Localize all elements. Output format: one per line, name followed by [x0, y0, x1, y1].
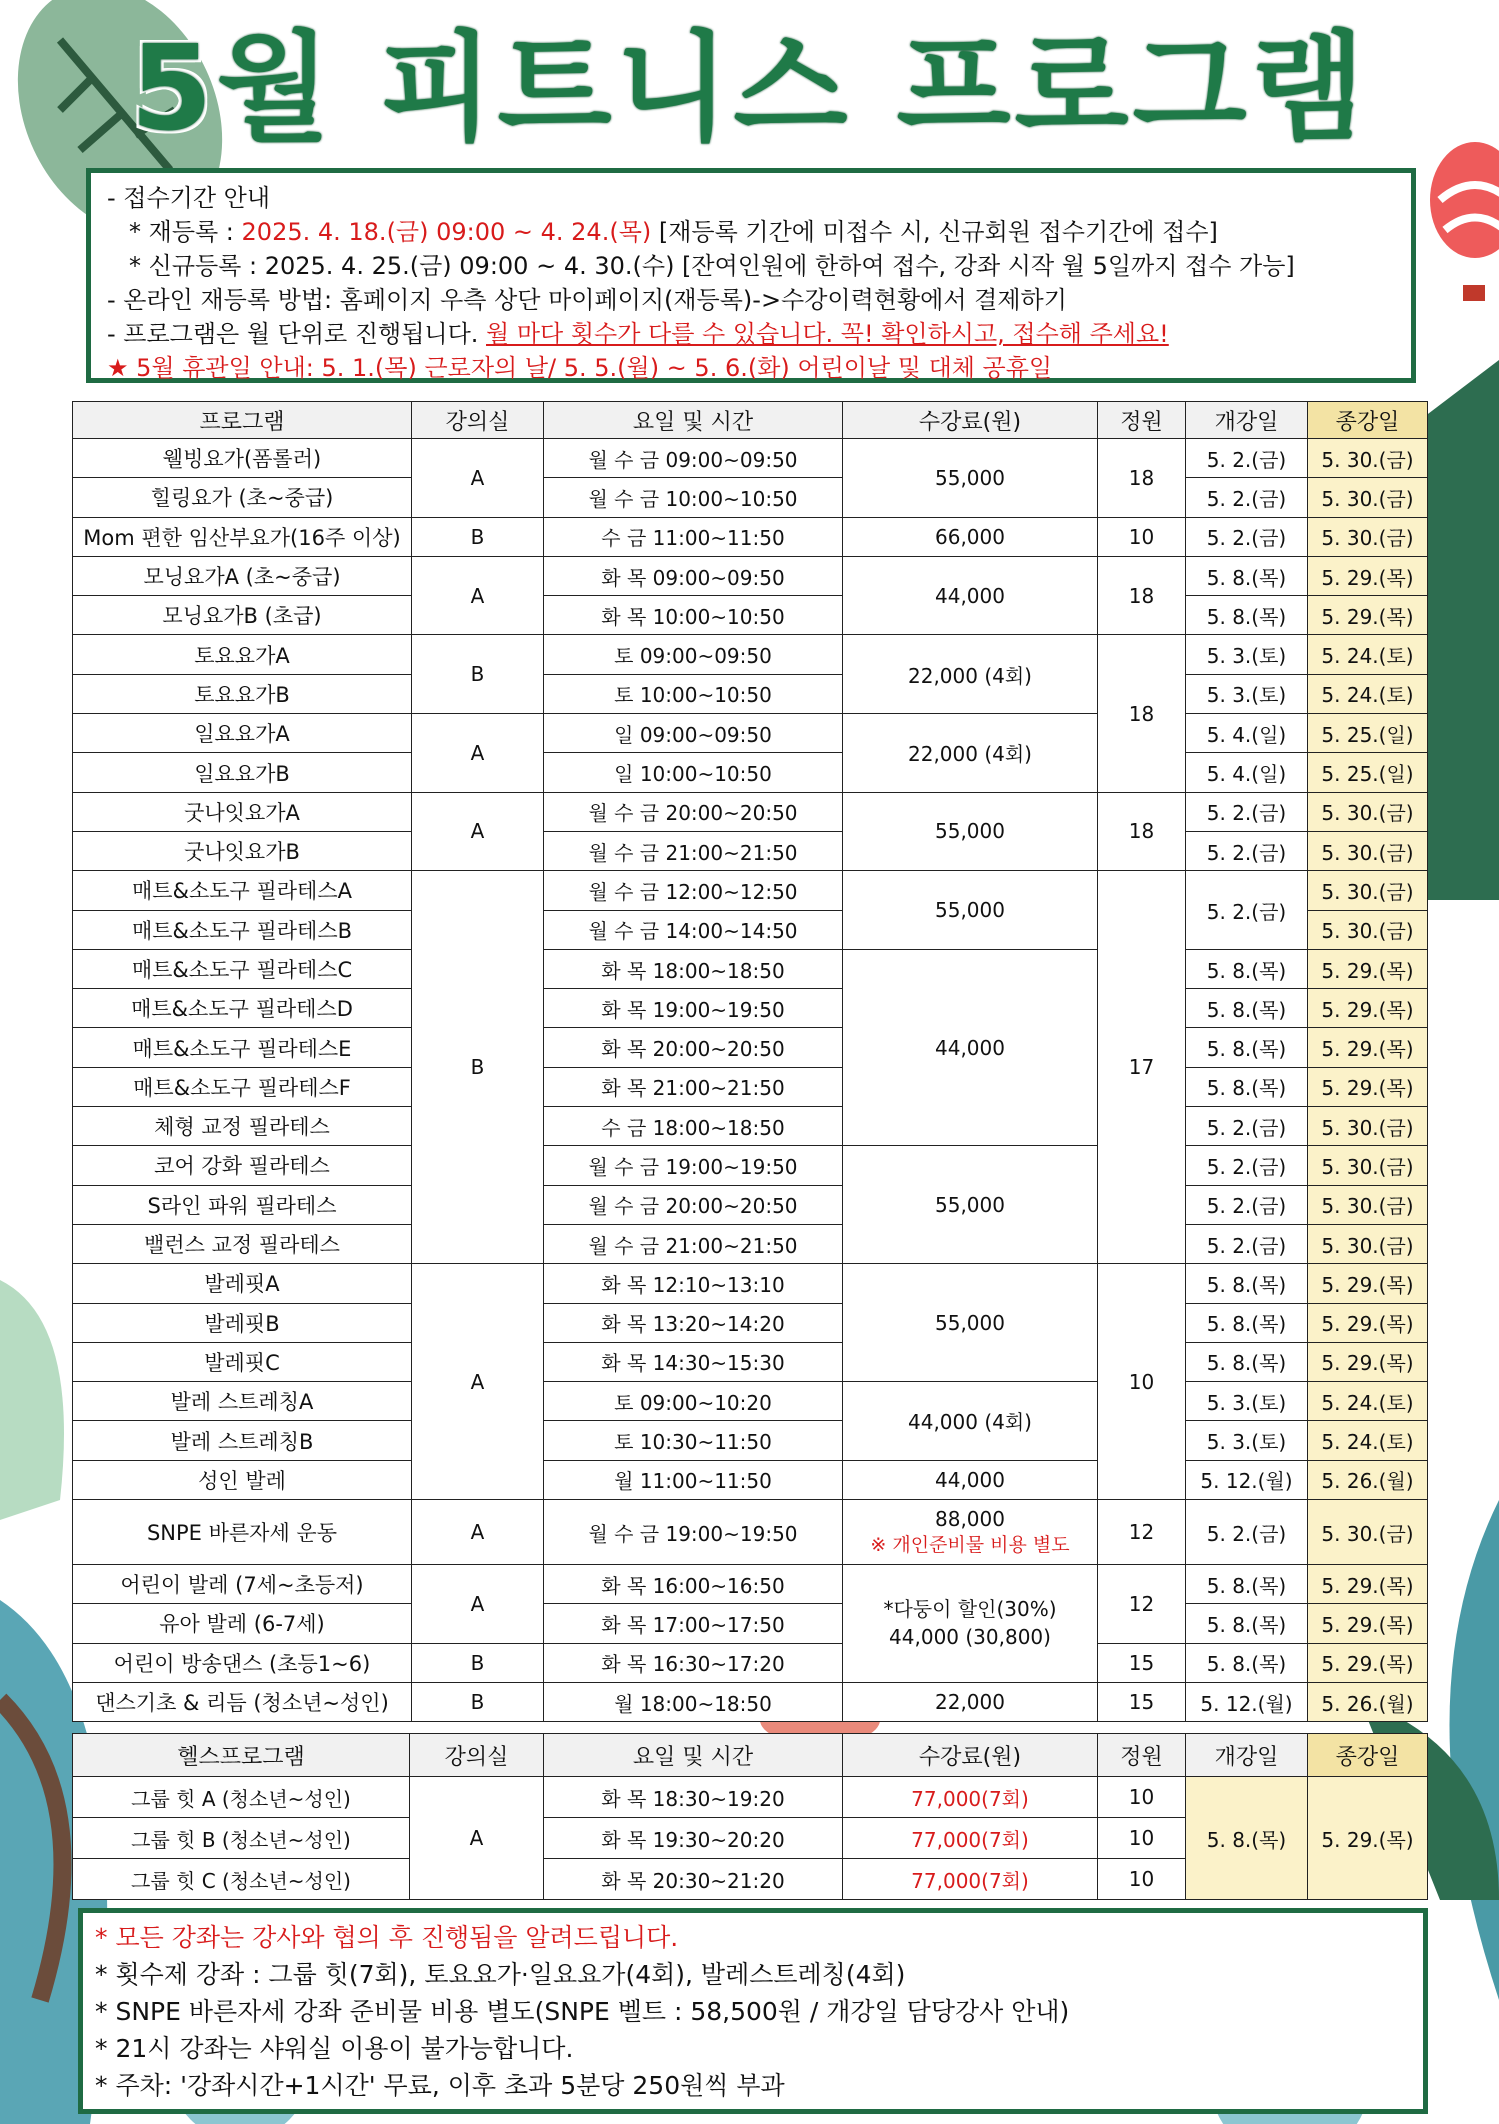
- open-date: 5. 2.(금): [1186, 871, 1308, 950]
- capacity: 18: [1098, 635, 1186, 792]
- time: 월 수 금 19:00~19:50: [544, 1500, 843, 1565]
- capacity: 10: [1098, 1777, 1186, 1818]
- page-title: 5월 피트니스 프로그램: [130, 19, 1369, 157]
- time: 화 목 19:00~19:50: [544, 989, 843, 1028]
- table-row: [73, 1460, 1428, 1499]
- close-date: 5. 30.(금): [1308, 517, 1428, 556]
- capacity: 10: [1098, 1818, 1186, 1859]
- table-row: [73, 1264, 1428, 1303]
- program-name: 일요요가B: [73, 753, 412, 792]
- program-name: 유아 발레 (6-7세): [73, 1604, 412, 1643]
- table-row: [73, 635, 1428, 674]
- time: 월 수 금 10:00~10:50: [544, 478, 843, 517]
- close-date: 5. 29.(목): [1308, 1067, 1428, 1106]
- close-date: 5. 30.(금): [1308, 1185, 1428, 1224]
- table-header-row: [73, 1734, 1428, 1777]
- time: 화 목 21:00~21:50: [544, 1067, 843, 1106]
- table-row: [73, 1146, 1428, 1185]
- table-row: [73, 714, 1428, 753]
- footer-note: * 주차: '강좌시간+1시간' 무료, 이후 초과 5분당 250원씩 부과: [95, 2071, 785, 2100]
- fee: 22,000 (4회): [843, 714, 1098, 793]
- program-name: 어린이 발레 (7세~초등저): [73, 1565, 412, 1604]
- time: 화 목 18:30~19:20: [544, 1777, 843, 1818]
- capacity: 15: [1098, 1682, 1186, 1721]
- table-row: [73, 1682, 1428, 1721]
- close-date: 5. 29.(목): [1308, 949, 1428, 988]
- room: B: [412, 1643, 544, 1682]
- registration-notice: [86, 168, 1416, 383]
- open-date: 5. 2.(금): [1186, 439, 1308, 478]
- capacity: 18: [1098, 792, 1186, 871]
- room: A: [412, 1500, 544, 1565]
- program-name: 밸런스 교정 필라테스: [73, 1224, 412, 1263]
- time: 월 수 금 09:00~09:50: [544, 439, 843, 478]
- close-date: 5. 25.(일): [1308, 714, 1428, 753]
- open-date: 5. 3.(토): [1186, 674, 1308, 713]
- open-date: 5. 3.(토): [1186, 1421, 1308, 1460]
- col-header-room: 강의실: [412, 402, 544, 439]
- col-header-open: 개강일: [1186, 402, 1308, 439]
- open-date: 5. 8.(목): [1186, 949, 1308, 988]
- monthly-line: - 프로그램은 월 단위로 진행됩니다. 월 마다 횟수가 다를 수 있습니다. 꼭! 확인하시고, 접수해 주세요!: [107, 320, 1169, 348]
- time: 화 목 17:00~17:50: [544, 1604, 843, 1643]
- fee: 44,000: [843, 556, 1098, 635]
- capacity: 18: [1098, 439, 1186, 518]
- col-header-close: 종강일: [1308, 1734, 1428, 1777]
- program-name: 매트&소도구 필라테스E: [73, 1028, 412, 1067]
- time: 화 목 14:30~15:30: [544, 1342, 843, 1381]
- program-name: 체형 교정 필라테스: [73, 1107, 412, 1146]
- open-date: 5. 4.(일): [1186, 714, 1308, 753]
- capacity: 18: [1098, 556, 1186, 635]
- fee: 66,000: [843, 517, 1098, 556]
- program-name: Mom 편한 임산부요가(16주 이상): [73, 517, 412, 556]
- close-date: 5. 25.(일): [1308, 753, 1428, 792]
- table-row: [73, 674, 1428, 713]
- col-header-open: 개강일: [1186, 1734, 1308, 1777]
- room: A: [412, 1264, 544, 1500]
- table-row: [73, 1342, 1428, 1381]
- program-name: S라인 파워 필라테스: [73, 1185, 412, 1224]
- open-date: 5. 8.(목): [1186, 1264, 1308, 1303]
- time: 화 목 12:10~13:10: [544, 1264, 843, 1303]
- open-date: 5. 12.(월): [1186, 1460, 1308, 1499]
- table-row: [73, 478, 1428, 517]
- footer-note: * SNPE 바른자세 강좌 준비물 비용 별도(SNPE 벨트 : 58,500원 / 개강일 담당강사 안내): [95, 1997, 1070, 2026]
- time: 월 수 금 21:00~21:50: [544, 1224, 843, 1263]
- room: B: [412, 635, 544, 714]
- table-row: [73, 439, 1428, 478]
- program-name: 매트&소도구 필라테스D: [73, 989, 412, 1028]
- close-date: 5. 30.(금): [1308, 439, 1428, 478]
- col-header-close: 종강일: [1308, 402, 1428, 439]
- open-date: 5. 8.(목): [1186, 1643, 1308, 1682]
- col-header-fee: 수강료(원): [843, 402, 1098, 439]
- table-row: [73, 1185, 1428, 1224]
- table-row: [73, 596, 1428, 635]
- close-date: 5. 29.(목): [1308, 1643, 1428, 1682]
- program-name: 굿나잇요가B: [73, 831, 412, 870]
- fee: [843, 1500, 1098, 1565]
- program-name: 매트&소도구 필라테스C: [73, 949, 412, 988]
- close-date: 5. 24.(토): [1308, 1421, 1428, 1460]
- time: 화 목 13:20~14:20: [544, 1303, 843, 1342]
- time: 월 18:00~18:50: [544, 1682, 843, 1721]
- col-header-program: 헬스프로그램: [73, 1734, 410, 1777]
- open-date: 5. 8.(목): [1186, 556, 1308, 595]
- fee: 55,000: [843, 1146, 1098, 1264]
- time: 일 09:00~09:50: [544, 714, 843, 753]
- program-name: 발레핏B: [73, 1303, 412, 1342]
- fee-note: ※ 개인준비물 비용 별도: [870, 1534, 1070, 1557]
- table-row: [73, 871, 1428, 910]
- program-name: 어린이 방송댄스 (초등1~6): [73, 1643, 412, 1682]
- time: 토 09:00~10:20: [544, 1382, 843, 1421]
- time: 월 수 금 14:00~14:50: [544, 910, 843, 949]
- table-row: [73, 1224, 1428, 1263]
- time: 월 수 금 19:00~19:50: [544, 1146, 843, 1185]
- fee: [843, 1565, 1098, 1683]
- table-row: [73, 1067, 1428, 1106]
- room: A: [410, 1777, 544, 1900]
- table-row: [73, 949, 1428, 988]
- col-header-capacity: 정원: [1098, 1734, 1186, 1777]
- table-row: [73, 1421, 1428, 1460]
- time: 토 10:00~10:50: [544, 674, 843, 713]
- close-date: 5. 24.(토): [1308, 674, 1428, 713]
- room: A: [412, 792, 544, 871]
- footer-note: * 모든 강좌는 강사와 협의 후 진행됨을 알려드립니다.: [95, 1923, 679, 1952]
- table-row: [73, 792, 1428, 831]
- program-name: 매트&소도구 필라테스F: [73, 1067, 412, 1106]
- program-name: 성인 발레: [73, 1460, 412, 1499]
- program-name: 굿나잇요가A: [73, 792, 412, 831]
- table-row: [73, 1382, 1428, 1421]
- col-header-time: 요일 및 시간: [544, 402, 843, 439]
- open-date: 5. 8.(목): [1186, 1604, 1308, 1643]
- room: B: [412, 1682, 544, 1721]
- close-date: 5. 29.(목): [1308, 1604, 1428, 1643]
- program-name: 발레핏A: [73, 1264, 412, 1303]
- table-row: [73, 1565, 1428, 1604]
- program-name: 코어 강화 필라테스: [73, 1146, 412, 1185]
- table-row: [73, 1500, 1428, 1565]
- close-date: 5. 30.(금): [1308, 831, 1428, 870]
- open-date: 5. 2.(금): [1186, 517, 1308, 556]
- room: A: [412, 1565, 544, 1644]
- program-name: 그룹 힛 A (청소년~성인): [73, 1777, 410, 1818]
- open-date: 5. 2.(금): [1186, 1146, 1308, 1185]
- fee: 55,000: [843, 1264, 1098, 1382]
- program-name: 웰빙요가(폼롤러): [73, 439, 412, 478]
- open-date: 5. 8.(목): [1186, 1067, 1308, 1106]
- capacity: 10: [1098, 1859, 1186, 1900]
- fee: 77,000(7회): [843, 1777, 1098, 1818]
- close-date: 5. 29.(목): [1308, 1264, 1428, 1303]
- open-date: 5. 4.(일): [1186, 753, 1308, 792]
- time: 화 목 19:30~20:20: [544, 1818, 843, 1859]
- fee: 22,000 (4회): [843, 635, 1098, 714]
- time: 월 수 금 12:00~12:50: [544, 871, 843, 910]
- close-date: 5. 29.(목): [1308, 1565, 1428, 1604]
- capacity: 15: [1098, 1643, 1186, 1682]
- time: 일 10:00~10:50: [544, 753, 843, 792]
- open-date: 5. 2.(금): [1186, 831, 1308, 870]
- open-date: 5. 2.(금): [1186, 792, 1308, 831]
- time: 월 수 금 20:00~20:50: [544, 792, 843, 831]
- col-header-capacity: 정원: [1098, 402, 1186, 439]
- re-registration-line: * 재등록 : 2025. 4. 18.(금) 09:00 ~ 4. 24.(목) [재등록 기간에 미접수 시, 신규회원 접수기간에 접수]: [129, 218, 1218, 246]
- col-header-fee: 수강료(원): [843, 1734, 1098, 1777]
- open-date: 5. 2.(금): [1186, 1500, 1308, 1565]
- fee: 44,000: [843, 949, 1098, 1145]
- room: A: [412, 439, 544, 518]
- close-date: 5. 26.(월): [1308, 1682, 1428, 1721]
- table-row: [73, 1604, 1428, 1643]
- footer-note: * 21시 강좌는 샤워실 이용이 불가능합니다.: [95, 2034, 574, 2063]
- fee: 55,000: [843, 439, 1098, 518]
- fee: 77,000(7회): [843, 1859, 1098, 1900]
- program-name: 발레핏C: [73, 1342, 412, 1381]
- program-name: SNPE 바른자세 운동: [73, 1500, 412, 1565]
- time: 화 목 20:30~21:20: [544, 1859, 843, 1900]
- program-name: 발레 스트레칭A: [73, 1382, 412, 1421]
- close-date: 5. 30.(금): [1308, 871, 1428, 910]
- time: 월 수 금 21:00~21:50: [544, 831, 843, 870]
- program-table: [72, 401, 1428, 1722]
- program-name: 그룹 힛 C (청소년~성인): [73, 1859, 410, 1900]
- col-header-room: 강의실: [410, 1734, 544, 1777]
- program-name: 토요요가A: [73, 635, 412, 674]
- table-row: [73, 1107, 1428, 1146]
- close-date: 5. 30.(금): [1308, 1500, 1428, 1565]
- close-date: 5. 29.(목): [1308, 556, 1428, 595]
- open-date: 5. 8.(목): [1186, 596, 1308, 635]
- fee: 55,000: [843, 871, 1098, 950]
- close-date: 5. 30.(금): [1308, 1146, 1428, 1185]
- time: 화 목 20:00~20:50: [544, 1028, 843, 1067]
- capacity: 12: [1098, 1500, 1186, 1565]
- open-date: 5. 3.(토): [1186, 1382, 1308, 1421]
- close-date: 5. 29.(목): [1308, 989, 1428, 1028]
- time: 토 09:00~09:50: [544, 635, 843, 674]
- open-date: 5. 8.(목): [1186, 1342, 1308, 1381]
- col-header-time: 요일 및 시간: [544, 1734, 843, 1777]
- close-date: 5. 30.(금): [1308, 910, 1428, 949]
- notice-heading: - 접수기간 안내: [107, 184, 271, 212]
- fee-value: 88,000: [935, 1507, 1005, 1532]
- health-program-table: [72, 1733, 1428, 1900]
- open-date: 5. 8.(목): [1186, 1777, 1308, 1900]
- program-name: 토요요가B: [73, 674, 412, 713]
- time: 화 목 09:00~09:50: [544, 556, 843, 595]
- open-date: 5. 2.(금): [1186, 1224, 1308, 1263]
- fee-value: 44,000 (30,800): [889, 1625, 1051, 1650]
- new-registration-line: * 신규등록 : 2025. 4. 25.(금) 09:00 ~ 4. 30.(수) [잔여인원에 한하여 접수, 강좌 시작 월 5일까지 접수 가능]: [129, 252, 1295, 280]
- time: 월 수 금 20:00~20:50: [544, 1185, 843, 1224]
- room: B: [412, 517, 544, 556]
- online-registration-line: - 온라인 재등록 방법: 홈페이지 우측 상단 마이페이지(재등록)->수강이력현황에서 결제하기: [107, 286, 1067, 314]
- capacity: 12: [1098, 1565, 1186, 1644]
- close-date: 5. 30.(금): [1308, 1224, 1428, 1263]
- time: 화 목 18:00~18:50: [544, 949, 843, 988]
- room: A: [412, 714, 544, 793]
- open-date: 5. 8.(목): [1186, 1565, 1308, 1604]
- close-date: 5. 26.(월): [1308, 1460, 1428, 1499]
- fee: 44,000: [843, 1460, 1098, 1499]
- open-date: 5. 2.(금): [1186, 478, 1308, 517]
- table-row: [73, 989, 1428, 1028]
- table-header-row: [73, 402, 1428, 439]
- open-date: 5. 8.(목): [1186, 989, 1308, 1028]
- time: 월 11:00~11:50: [544, 1460, 843, 1499]
- close-date: 5. 30.(금): [1308, 1107, 1428, 1146]
- room: B: [412, 871, 544, 1264]
- table-row: [73, 556, 1428, 595]
- fee: 22,000: [843, 1682, 1098, 1721]
- close-date: 5. 30.(금): [1308, 792, 1428, 831]
- time: 수 금 18:00~18:50: [544, 1107, 843, 1146]
- time: 토 10:30~11:50: [544, 1421, 843, 1460]
- col-header-program: 프로그램: [73, 402, 412, 439]
- close-date: 5. 24.(토): [1308, 635, 1428, 674]
- close-date: 5. 29.(목): [1308, 596, 1428, 635]
- program-name: 매트&소도구 필라테스B: [73, 910, 412, 949]
- discount-label: *다둥이 할인(30%): [883, 1597, 1057, 1622]
- program-name: 그룹 힛 B (청소년~성인): [73, 1818, 410, 1859]
- footer-notes: [78, 1908, 1428, 2114]
- time: 화 목 10:00~10:50: [544, 596, 843, 635]
- close-date: 5. 29.(목): [1308, 1028, 1428, 1067]
- open-date: 5. 2.(금): [1186, 1107, 1308, 1146]
- program-name: 힐링요가 (초~중급): [73, 478, 412, 517]
- table-row: [73, 1643, 1428, 1682]
- room: A: [412, 556, 544, 635]
- footer-note: * 횟수제 강좌 : 그룹 힛(7회), 토요요가·일요요가(4회), 발레스트레칭(4회): [95, 1960, 906, 1989]
- table-row: [73, 831, 1428, 870]
- capacity: 10: [1098, 1264, 1186, 1500]
- table-row: [73, 1303, 1428, 1342]
- time: 수 금 11:00~11:50: [544, 517, 843, 556]
- close-date: 5. 29.(목): [1308, 1342, 1428, 1381]
- time: 화 목 16:30~17:20: [544, 1643, 843, 1682]
- close-date: 5. 29.(목): [1308, 1777, 1428, 1900]
- open-date: 5. 8.(목): [1186, 1028, 1308, 1067]
- program-name: 일요요가A: [73, 714, 412, 753]
- open-date: 5. 3.(토): [1186, 635, 1308, 674]
- capacity: 10: [1098, 517, 1186, 556]
- open-date: 5. 2.(금): [1186, 1185, 1308, 1224]
- fee: 44,000 (4회): [843, 1382, 1098, 1461]
- program-name: 매트&소도구 필라테스A: [73, 871, 412, 910]
- program-name: 발레 스트레칭B: [73, 1421, 412, 1460]
- close-date: 5. 29.(목): [1308, 1303, 1428, 1342]
- holiday-line: ★ 5월 휴관일 안내: 5. 1.(목) 근로자의 날/ 5. 5.(월) ~ 5. 6.(화) 어린이날 및 대체 공휴일: [107, 354, 1053, 382]
- fee: 77,000(7회): [843, 1818, 1098, 1859]
- table-row: [73, 753, 1428, 792]
- capacity: 17: [1098, 871, 1186, 1264]
- program-name: 모닝요가A (초~중급): [73, 556, 412, 595]
- open-date: 5. 12.(월): [1186, 1682, 1308, 1721]
- close-date: 5. 24.(토): [1308, 1382, 1428, 1421]
- table-row: [73, 1777, 1428, 1818]
- program-name: 댄스기초 & 리듬 (청소년~성인): [73, 1682, 412, 1721]
- time: 화 목 16:00~16:50: [544, 1565, 843, 1604]
- close-date: 5. 30.(금): [1308, 478, 1428, 517]
- table-row: [73, 517, 1428, 556]
- table-row: [73, 1028, 1428, 1067]
- program-name: 모닝요가B (초급): [73, 596, 412, 635]
- fee: 55,000: [843, 792, 1098, 871]
- open-date: 5. 8.(목): [1186, 1303, 1308, 1342]
